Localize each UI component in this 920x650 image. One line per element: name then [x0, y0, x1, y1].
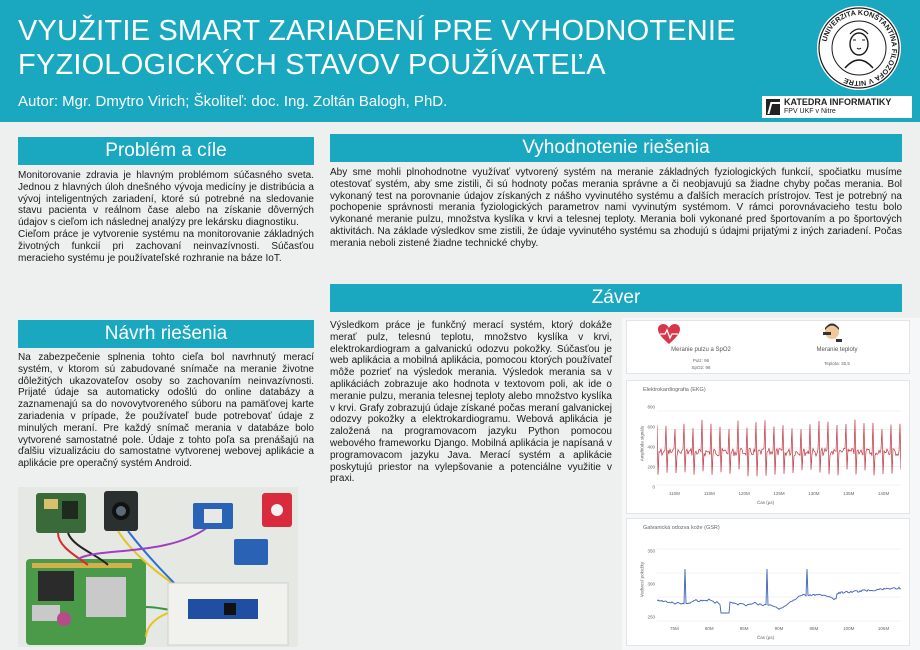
- ecg-yticks-label: 400: [647, 444, 655, 450]
- conclusion-text: Výsledkom práce je funkčný merací systém, ktorý dokáže merať pulz, telesnú teplotu, množstvo kyslíka v krvi, elektrokardiogram a galvanickú odozvu pokožky. Súčasťou je web aplikácia a mobilná aplikácia, pomocou ktorých používateľ môže pozrieť na výsledok merania. Výsledok merania sa v aplikáciách zobrazuje ako hodnota v textovom poli, ak ide o meranie pulzu, merania telesnej teploty alebo množstvo kyslíka v krvi. Grafy zobrazujú údaje získané počas meraní galvanickej odozvy pokožky a elektrokardiogramu. Webová aplikácia je založená na programovacom jazyku Python pomocou webového frameworku Django. Mobilná aplikácia je napísaná v programovacom jazyku Java. Merací systém a aplikácie poskytujú priestor na vylepšovanie a potenciálne využitie v praxi.: [330, 320, 612, 485]
- section-heading-evaluation: Vyhodnotenie riešenia: [330, 134, 902, 162]
- measurement-card-row: [626, 320, 910, 374]
- ecg-x-axis-label: Čas (µs): [757, 500, 775, 505]
- temperature-value: Teplota: 35.5: [824, 361, 850, 366]
- ecg-xticks-label: 115M: [703, 491, 715, 496]
- ecg-chart-title: Elektrokardiografia (EKG): [643, 387, 706, 393]
- gsr-chart-title: Galvanická odozva kože (GSR): [643, 525, 720, 531]
- problem-text: [18, 170, 314, 264]
- gsr-xticks-label: 80M: [704, 626, 714, 631]
- ecg-yticks-label: 800: [647, 404, 655, 410]
- department-logo-icon: [766, 99, 780, 115]
- gsr-xticks-label: 100M: [843, 626, 855, 631]
- gsr-yticks-label: 300: [647, 581, 655, 587]
- gsr-yticks-label: 350: [647, 548, 655, 554]
- university-seal-logo: [815, 4, 903, 92]
- gsr-xticks-label: 90M: [774, 626, 784, 631]
- problem-paragraph-2: Cieľom práce je vytvorenie systému na monitorovanie základných životných funkcií pri zachovaní neinvazívnosti. Súčasťou meracieho systému je používateľské rozhranie na báze IoT.: [18, 228, 314, 264]
- svg-text:UNIVERZITA KONŠTANTÍNA FILOZOF: UNIVERZITA KONŠTANTÍNA FILOZOFA V NITRE: [819, 7, 900, 89]
- poster-title: [18, 14, 778, 82]
- gsr-y-axis-label: Vodivosť pokožky: [639, 561, 645, 598]
- department-name: KATEDRA INFORMATIKY: [784, 97, 892, 107]
- gsr-yticks-label: 250: [647, 614, 655, 620]
- ecg-xticks-label: 125M: [773, 491, 785, 496]
- gsr-xticks-label: 95M: [809, 626, 819, 631]
- ecg-yticks-label: 200: [647, 464, 655, 470]
- ecg-y-axis-label: Amplitúda signálu: [639, 425, 645, 462]
- title-line-1: VYUŽITIE SMART ZARIADENÍ PRE VYHODNOTENIE: [18, 15, 736, 47]
- gsr-x-axis-label: Čas (µs): [757, 635, 775, 640]
- evaluation-text: Aby sme mohli plnohodnotne využívať vytvorený systém na meranie základných fyziologických funkcií, spočiatku musíme otestovať systém, aby sme zistili, či sú hodnoty počas merania správne a či neobjavujú sa žiadne chyby počas merania. Bol vykonaný test na porovnanie údajov získaných z nášho vyvinutého systému a ďalších meracích prístrojov. Test je potrebný na pochopenie správnosti merania fyziologických parametrov nami vyvinutým systémom. V rámci porovnávacieho testu bolo vykonané meranie pulzu, množstva kyslíka v krvi a telesnej teploty. Merania boli vykonané pred športovaním a po športových aktivitách. Na základe výsledkov sme zistili, že údaje vyvinutého systému sa zhodujú s údajmi prijatými z iných zariadení. Počas merania neboli zistené žiadne technické chyby.: [330, 167, 902, 249]
- gsr-x-ticks: [657, 626, 901, 634]
- spo2-value: SpO2: 98: [691, 365, 711, 370]
- ecg-xticks-label: 135M: [843, 491, 855, 496]
- section-heading-problem: Problém a cíle: [18, 137, 314, 165]
- temperature-person-icon: [821, 323, 843, 345]
- ecg-xticks-label: 110M: [668, 491, 680, 496]
- department-badge: [762, 96, 912, 118]
- design-text: Na zabezpečenie splnenia tohto cieľa bol navrhnutý merací systém, v ktorom sú zabudované snímače na meranie životne dôležitých ukazovateľov osoby so zachovaním neinvazívnosti. Prijaté údaje sa automaticky odošlú do online databázy a zaznamenajú sa do novovytvoreného súboru na pamäťovej karte zariadenia v prípade, že používateľ bude potrebovať údaje z minulých meraní. Pre každý snímač merania v databáze bolo vytvorené samostatné pole. Údaje z tohto poľa sa prenášajú na ďalšiu vizualizáciu do samostatne vytvorenej webovej aplikácie a aplikácie pre operačný systém Android.: [18, 352, 314, 470]
- pulse-value: Pulz: 96: [692, 358, 710, 363]
- author-line: Autor: Mgr. Dmytro Virich; Školiteľ: doc. Ing. Zoltán Balogh, PhD.: [18, 93, 448, 110]
- ecg-xticks-label: 130M: [808, 491, 820, 496]
- gsr-series-line: [657, 569, 901, 613]
- ecg-xticks-label: 140M: [877, 491, 890, 496]
- ecg-plot: [657, 407, 901, 489]
- header-banner: [0, 0, 920, 122]
- app-screenshot: [622, 318, 920, 650]
- ecg-y-ticks: [641, 404, 655, 490]
- gsr-xticks-label: 75M: [670, 626, 679, 631]
- section-heading-design: Návrh riešenia: [18, 320, 314, 348]
- ecg-chart-card: [626, 380, 910, 514]
- gsr-xticks-label: 85M: [739, 626, 749, 631]
- temperature-card-label: Meranie teploty: [816, 347, 858, 353]
- gsr-y-ticks: [641, 548, 655, 620]
- hardware-photo: [18, 487, 298, 647]
- gsr-xticks-label: 105M: [877, 626, 890, 631]
- ecg-x-ticks: [657, 491, 901, 499]
- problem-paragraph-1: Monitorovanie zdravia je hlavným problémom súčasného sveta. Jednou z hlavných úloh dnešného vývoja medicíny je distribúcia a vývoj inteligentných zariadení, ktoré sú potrebné na sledovanie stavu pacienta v reálnom čase alebo na získanie dôverných údajov s cieľom ich následnej analýzy pre lekársku diagnostiku.: [18, 170, 314, 229]
- ecg-yticks-label: 0: [652, 484, 655, 490]
- pulse-card-label: Meranie pulzu a SpO2: [671, 347, 731, 353]
- ecg-yticks-label: 600: [647, 424, 655, 430]
- department-sub: FPV UKF v Nitre: [784, 108, 836, 115]
- gsr-chart-card: [626, 518, 910, 646]
- heart-icon: [657, 323, 681, 345]
- title-line-2: FYZIOLOGICKÝCH STAVOV POUŽÍVATEĽA: [18, 49, 606, 81]
- ecg-xticks-label: 120M: [738, 491, 750, 496]
- section-heading-conclusion: Záver: [330, 284, 902, 312]
- gsr-plot: [657, 545, 901, 625]
